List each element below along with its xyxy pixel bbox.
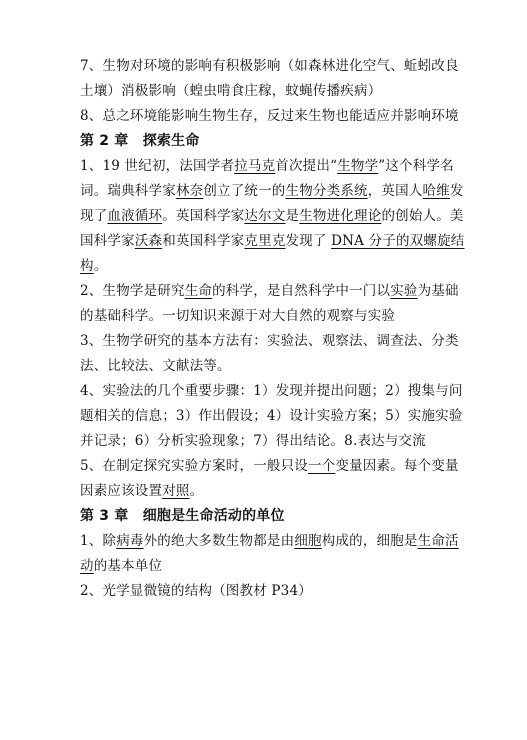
underlined-term: 生物分类系统 xyxy=(285,183,368,199)
text-segment: 现了 xyxy=(80,208,108,224)
text-segment: 首次提出“ xyxy=(275,158,338,174)
underlined-term: 克里克 xyxy=(244,233,286,249)
text-segment: 8、总之环境能影响生物生存，反过来生物也能适应并影响环境 xyxy=(80,108,459,124)
underlined-term: DNA 分子的双螺旋结 xyxy=(331,233,465,249)
text-line xyxy=(80,204,467,229)
text-segment: 的创始人。美 xyxy=(381,208,464,224)
text-segment: 7、生物对环境的影响有积极影响（如森林进化空气、蚯蚓改良 xyxy=(80,58,459,74)
text-segment: 构成的，细胞是 xyxy=(321,533,418,549)
text-segment: 的科学，是自然科学中一门以 xyxy=(212,283,391,299)
text-line xyxy=(80,54,467,79)
underlined-term: 达尔文 xyxy=(244,208,286,224)
text-line xyxy=(80,454,467,479)
text-line xyxy=(80,354,467,379)
text-segment: ”这个科学名 xyxy=(378,158,454,174)
text-segment: 的基础科学。一切知识来源于对大自然的观察与实验 xyxy=(80,308,396,324)
text-segment: 1、除 xyxy=(80,533,117,549)
text-segment: 1、19 世纪初，法国学者 xyxy=(80,158,235,174)
underlined-term: 林奈 xyxy=(175,183,204,199)
underlined-term: 生命活 xyxy=(417,533,459,549)
text-line xyxy=(80,254,467,279)
text-segment: 为基础 xyxy=(417,283,459,299)
text-segment: 词。瑞典科学家 xyxy=(80,183,176,199)
underlined-term: 生物进化理论 xyxy=(299,208,382,224)
text-segment: 的基本单位 xyxy=(93,558,163,574)
underlined-term: 生命 xyxy=(184,283,213,299)
text-segment: 发现了 xyxy=(285,233,332,249)
text-segment: 并记录；6）分析实验现象；7）得出结论。8.表达与交流 xyxy=(80,433,426,449)
text-line xyxy=(80,479,467,504)
text-segment: 变量因素。每个变量 xyxy=(335,458,459,474)
document-body xyxy=(80,54,467,604)
underlined-term: 细胞 xyxy=(294,533,322,549)
text-line xyxy=(80,104,467,129)
text-segment: 土壤）消极影响（蝗虫啃食庄稼，蚊蝇传播疾病） xyxy=(80,83,382,99)
text-segment: 法、比较法、文献法等。 xyxy=(80,358,231,374)
text-segment: 第 2 章 探索生命 xyxy=(80,133,200,149)
text-line xyxy=(80,379,467,404)
text-segment: 2、生物学是研究 xyxy=(80,283,185,299)
text-segment: 题相关的信息；3）作出假设；4）设计实验方案；5）实施实验 xyxy=(80,408,463,424)
text-line xyxy=(80,304,467,329)
text-line xyxy=(80,154,467,179)
text-line xyxy=(80,529,467,554)
text-segment: 因素应该设置 xyxy=(80,483,163,499)
underlined-term: 对照 xyxy=(162,483,190,499)
text-segment: 。英国科学家 xyxy=(162,208,245,224)
text-segment: 。 xyxy=(189,483,204,499)
text-segment: 第 3 章 细胞是生命活动的单位 xyxy=(80,508,285,524)
underlined-term: 沃森 xyxy=(134,233,163,249)
text-segment: 4、实验法的几个重要步骤：1）发现并提出问题；2）搜集与问 xyxy=(80,383,463,399)
text-segment: 5、在制定探究实验方案时，一般只设 xyxy=(80,458,308,474)
underlined-term: 生物学 xyxy=(337,158,379,174)
text-segment: 外的绝大多数生物都是由 xyxy=(143,533,295,549)
text-segment: 是 xyxy=(285,208,300,224)
underlined-term: 动 xyxy=(80,558,94,574)
text-segment: 3、生物学研究的基本方法有：实验法、观察法、调查法、分类 xyxy=(80,333,459,349)
underlined-term: 拉马克 xyxy=(234,158,276,174)
text-segment: ，英国人 xyxy=(367,183,423,199)
text-segment: 发 xyxy=(449,183,464,199)
chapter-heading xyxy=(80,129,467,154)
underlined-term: 病毒 xyxy=(116,533,144,549)
text-line xyxy=(80,429,467,454)
text-line xyxy=(80,329,467,354)
text-segment: 创立了统一的 xyxy=(203,183,286,199)
underlined-term: 构 xyxy=(80,258,94,274)
text-segment: 国科学家 xyxy=(80,233,135,249)
text-line xyxy=(80,279,467,304)
chapter-heading xyxy=(80,504,467,529)
text-line xyxy=(80,179,467,204)
text-segment: 2、光学显微镜的结构（图教材 P34） xyxy=(80,583,312,599)
underlined-term: 哈维 xyxy=(422,183,450,199)
text-line xyxy=(80,229,467,254)
text-segment: 和英国科学家 xyxy=(162,233,245,249)
text-line xyxy=(80,554,467,579)
underlined-term: 一个 xyxy=(308,458,336,474)
text-line xyxy=(80,79,467,104)
text-line xyxy=(80,404,467,429)
underlined-term: 实验 xyxy=(390,283,418,299)
underlined-term: 血液循环 xyxy=(107,208,163,224)
text-segment: 。 xyxy=(93,258,108,274)
text-line xyxy=(80,579,467,604)
